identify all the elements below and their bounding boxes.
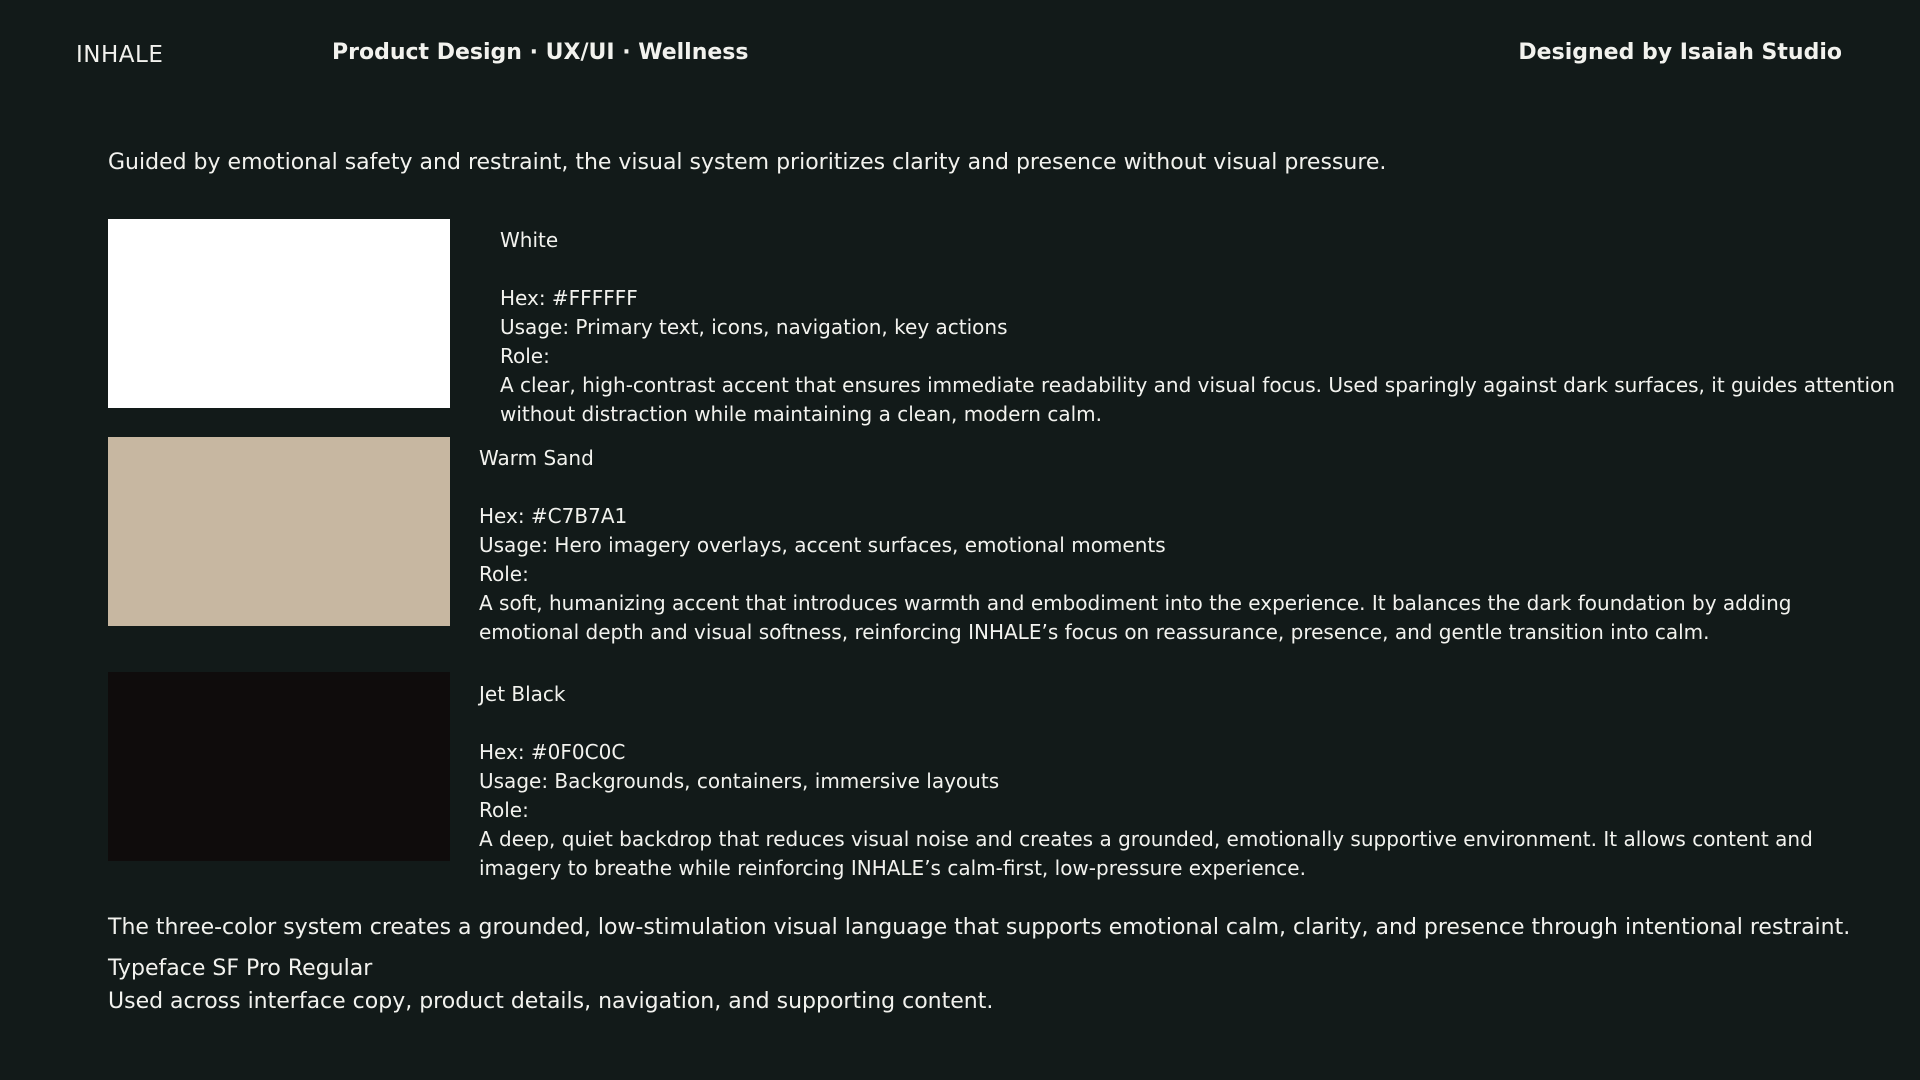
color-hex: Hex: #C7B7A1: [479, 504, 628, 528]
color-name: Warm Sand: [479, 446, 594, 470]
swatch-warm-sand: [108, 437, 450, 626]
color-role: A soft, humanizing accent that introduces warmth and embodiment into the experience. It balances the dark foundation by adding emotional depth and visual softness, reinforcing INHALE’s focus on reassurance, presence, and gentle transition into calm.: [479, 591, 1792, 644]
color-role-label: Role:: [500, 344, 550, 368]
color-role-label: Role:: [479, 798, 529, 822]
brand-logo: INHALE: [76, 42, 164, 68]
swatch-white: [108, 219, 450, 408]
color-name: White: [500, 228, 559, 252]
swatch-jet-black: [108, 672, 450, 861]
color-system-summary: The three-color system creates a grounded, low-stimulation visual language that supports emotional calm, clarity, and presence through intentional restraint.: [108, 915, 1851, 940]
color-info-white: [500, 226, 1910, 429]
color-hex: Hex: #FFFFFF: [500, 286, 638, 310]
intro-text: Guided by emotional safety and restraint, the visual system prioritizes clarity and presence without visual pressure.: [108, 150, 1387, 175]
typeface-usage: Used across interface copy, product details, navigation, and supporting content.: [108, 989, 994, 1014]
color-role: A deep, quiet backdrop that reduces visual noise and creates a grounded, emotionally supportive environment. It allows content and imagery to breathe while reinforcing INHALE’s calm-first, low-pressure experience.: [479, 827, 1813, 880]
designer-credit: Designed by Isaiah Studio: [1518, 40, 1842, 65]
header: [0, 40, 1920, 70]
project-tagline: Product Design · UX/UI · Wellness: [332, 40, 749, 65]
color-usage: Usage: Backgrounds, containers, immersive layouts: [479, 769, 1000, 793]
color-usage: Usage: Hero imagery overlays, accent surfaces, emotional moments: [479, 533, 1166, 557]
typeface-title: Typeface SF Pro Regular: [108, 956, 373, 981]
color-info-warm-sand: [479, 444, 1889, 647]
color-name: Jet Black: [479, 682, 566, 706]
color-hex: Hex: #0F0C0C: [479, 740, 626, 764]
color-role: A clear, high-contrast accent that ensures immediate readability and visual focus. Used sparingly against dark surfaces, it guides attention without distraction while maintaining a clean, modern calm.: [500, 373, 1895, 426]
color-usage: Usage: Primary text, icons, navigation, key actions: [500, 315, 1008, 339]
color-role-label: Role:: [479, 562, 529, 586]
color-info-jet-black: [479, 680, 1889, 883]
